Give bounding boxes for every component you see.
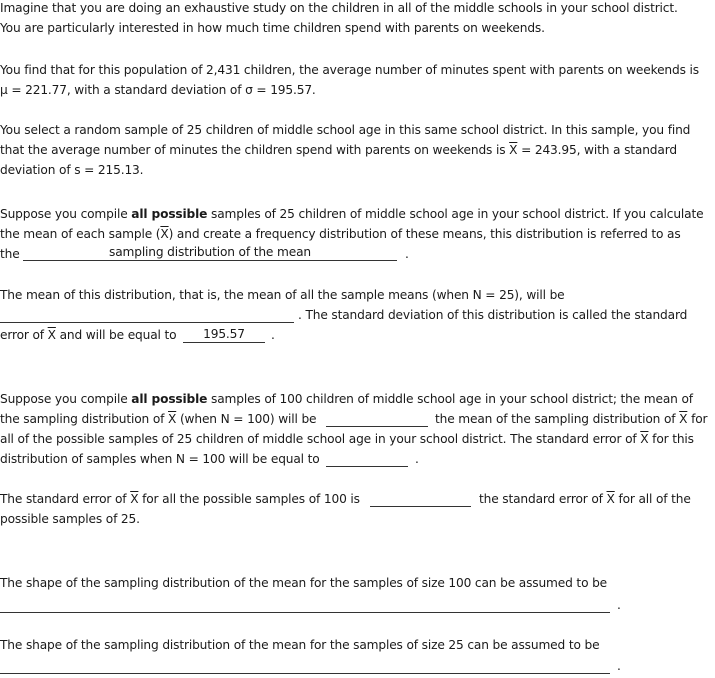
text: error of <box>0 328 48 342</box>
emphasis-text: all possible <box>131 207 208 221</box>
text: the sampling distribution of <box>0 412 169 426</box>
text: all of the possible samples of 25 children of middle school age in your school district. The standard error of <box>0 432 641 446</box>
question6-line-1: The shape of the sampling distribution of the mean for the samples of size 25 can be assumed to be <box>0 638 600 652</box>
sample-line-2 <box>0 140 677 160</box>
question5-line-1: The shape of the sampling distribution of the mean for the samples of size 100 can be assumed to be <box>0 576 608 590</box>
question3-line-3 <box>0 429 694 449</box>
x-bar-symbol: $\overline{X}$ <box>160 227 169 241</box>
x-bar-symbol: $\overline{X}$ <box>47 328 56 342</box>
question3-line-2 <box>0 409 316 429</box>
x-bar-symbol: $\overline{X}$ <box>640 432 649 446</box>
question2-line-3 <box>0 325 176 345</box>
sample-line-1: You select a random sample of 25 children of middle school age in this same school district. In this sample, you find <box>0 123 691 137</box>
intro-line-1: Imagine that you are doing an exhaustive study on the children in all of the middle schools in your school district. <box>0 1 678 15</box>
question1-line-2 <box>0 224 681 244</box>
population-line-1: You find that for this population of 2,431 children, the average number of minutes spent with parents on weekends is <box>0 63 699 77</box>
text: samples of 25 children of middle school age in your school district. If you calculate <box>207 207 704 221</box>
answer-shape-n25-field[interactable] <box>0 657 610 674</box>
answer-sampling-distribution-field[interactable]: sampling distribution of the mean <box>23 244 397 261</box>
answer-standard-error-n100-field[interactable] <box>326 450 408 467</box>
answer-standard-error-comparison-field[interactable] <box>370 490 471 507</box>
question4-line-2: possible samples of 25. <box>0 512 140 526</box>
period: . <box>271 328 275 342</box>
answer-standard-error-n25-field[interactable]: 195.57 <box>183 326 265 343</box>
text: that the average number of minutes the children spend with parents on weekends is <box>0 143 510 157</box>
intro-line-2: You are particularly interested in how much time children spend with parents on weekends. <box>0 21 545 35</box>
period: . <box>405 247 409 261</box>
text: The standard error of <box>0 492 131 506</box>
question2-line-1: The mean of this distribution, that is, the mean of all the sample means (when N = 25), will be <box>0 288 565 302</box>
emphasis-text: all possible <box>131 392 208 406</box>
question2-line-2: . The standard deviation of this distribution is called the standard <box>298 308 688 322</box>
text: Suppose you compile <box>0 207 132 221</box>
x-bar-symbol: $\overline{X}$ <box>679 412 688 426</box>
text: for <box>687 412 708 426</box>
question4-line-1-tail <box>479 489 691 509</box>
text: samples of 100 children of middle school age in your school district; the mean of <box>207 392 693 406</box>
text: the <box>0 247 20 261</box>
text: (when N = 100) will be <box>176 412 317 426</box>
question3-line-2-tail <box>435 409 707 429</box>
question3-line-1 <box>0 389 693 409</box>
text: ) and create a frequency distribution of these means, this distribution is referred to as <box>168 227 681 241</box>
answer-mean-of-sample-means-field[interactable] <box>0 306 294 323</box>
question3-line-4: distribution of samples when N = 100 will be equal to <box>0 452 320 466</box>
text: for all the possible samples of 100 is <box>138 492 360 506</box>
text: for this <box>648 432 694 446</box>
text: the standard error of <box>479 492 607 506</box>
x-bar-symbol: $\overline{X}$ <box>168 412 177 426</box>
text: the mean of the sampling distribution of <box>435 412 680 426</box>
period: . <box>617 598 621 612</box>
answer-shape-n100-field[interactable] <box>0 596 610 613</box>
period: . <box>617 659 621 673</box>
x-bar-symbol: $\overline{X}$ <box>606 492 615 506</box>
question1-line-1 <box>0 204 703 224</box>
x-bar-symbol: $\overline{X}$ <box>509 143 518 157</box>
text: Suppose you compile <box>0 392 132 406</box>
population-line-2: μ = 221.77, with a standard deviation of σ = 195.57. <box>0 83 316 97</box>
text: = 243.95, with a standard <box>517 143 677 157</box>
x-bar-symbol: $\overline{X}$ <box>130 492 139 506</box>
text: and will be equal to <box>55 328 177 342</box>
text: the mean of each sample ( <box>0 227 161 241</box>
answer-mean-comparison-field[interactable] <box>326 410 428 427</box>
text: for all of the <box>614 492 691 506</box>
question4-line-1 <box>0 489 360 509</box>
sample-line-3: deviation of s = 215.13. <box>0 163 144 177</box>
period: . <box>415 452 419 466</box>
